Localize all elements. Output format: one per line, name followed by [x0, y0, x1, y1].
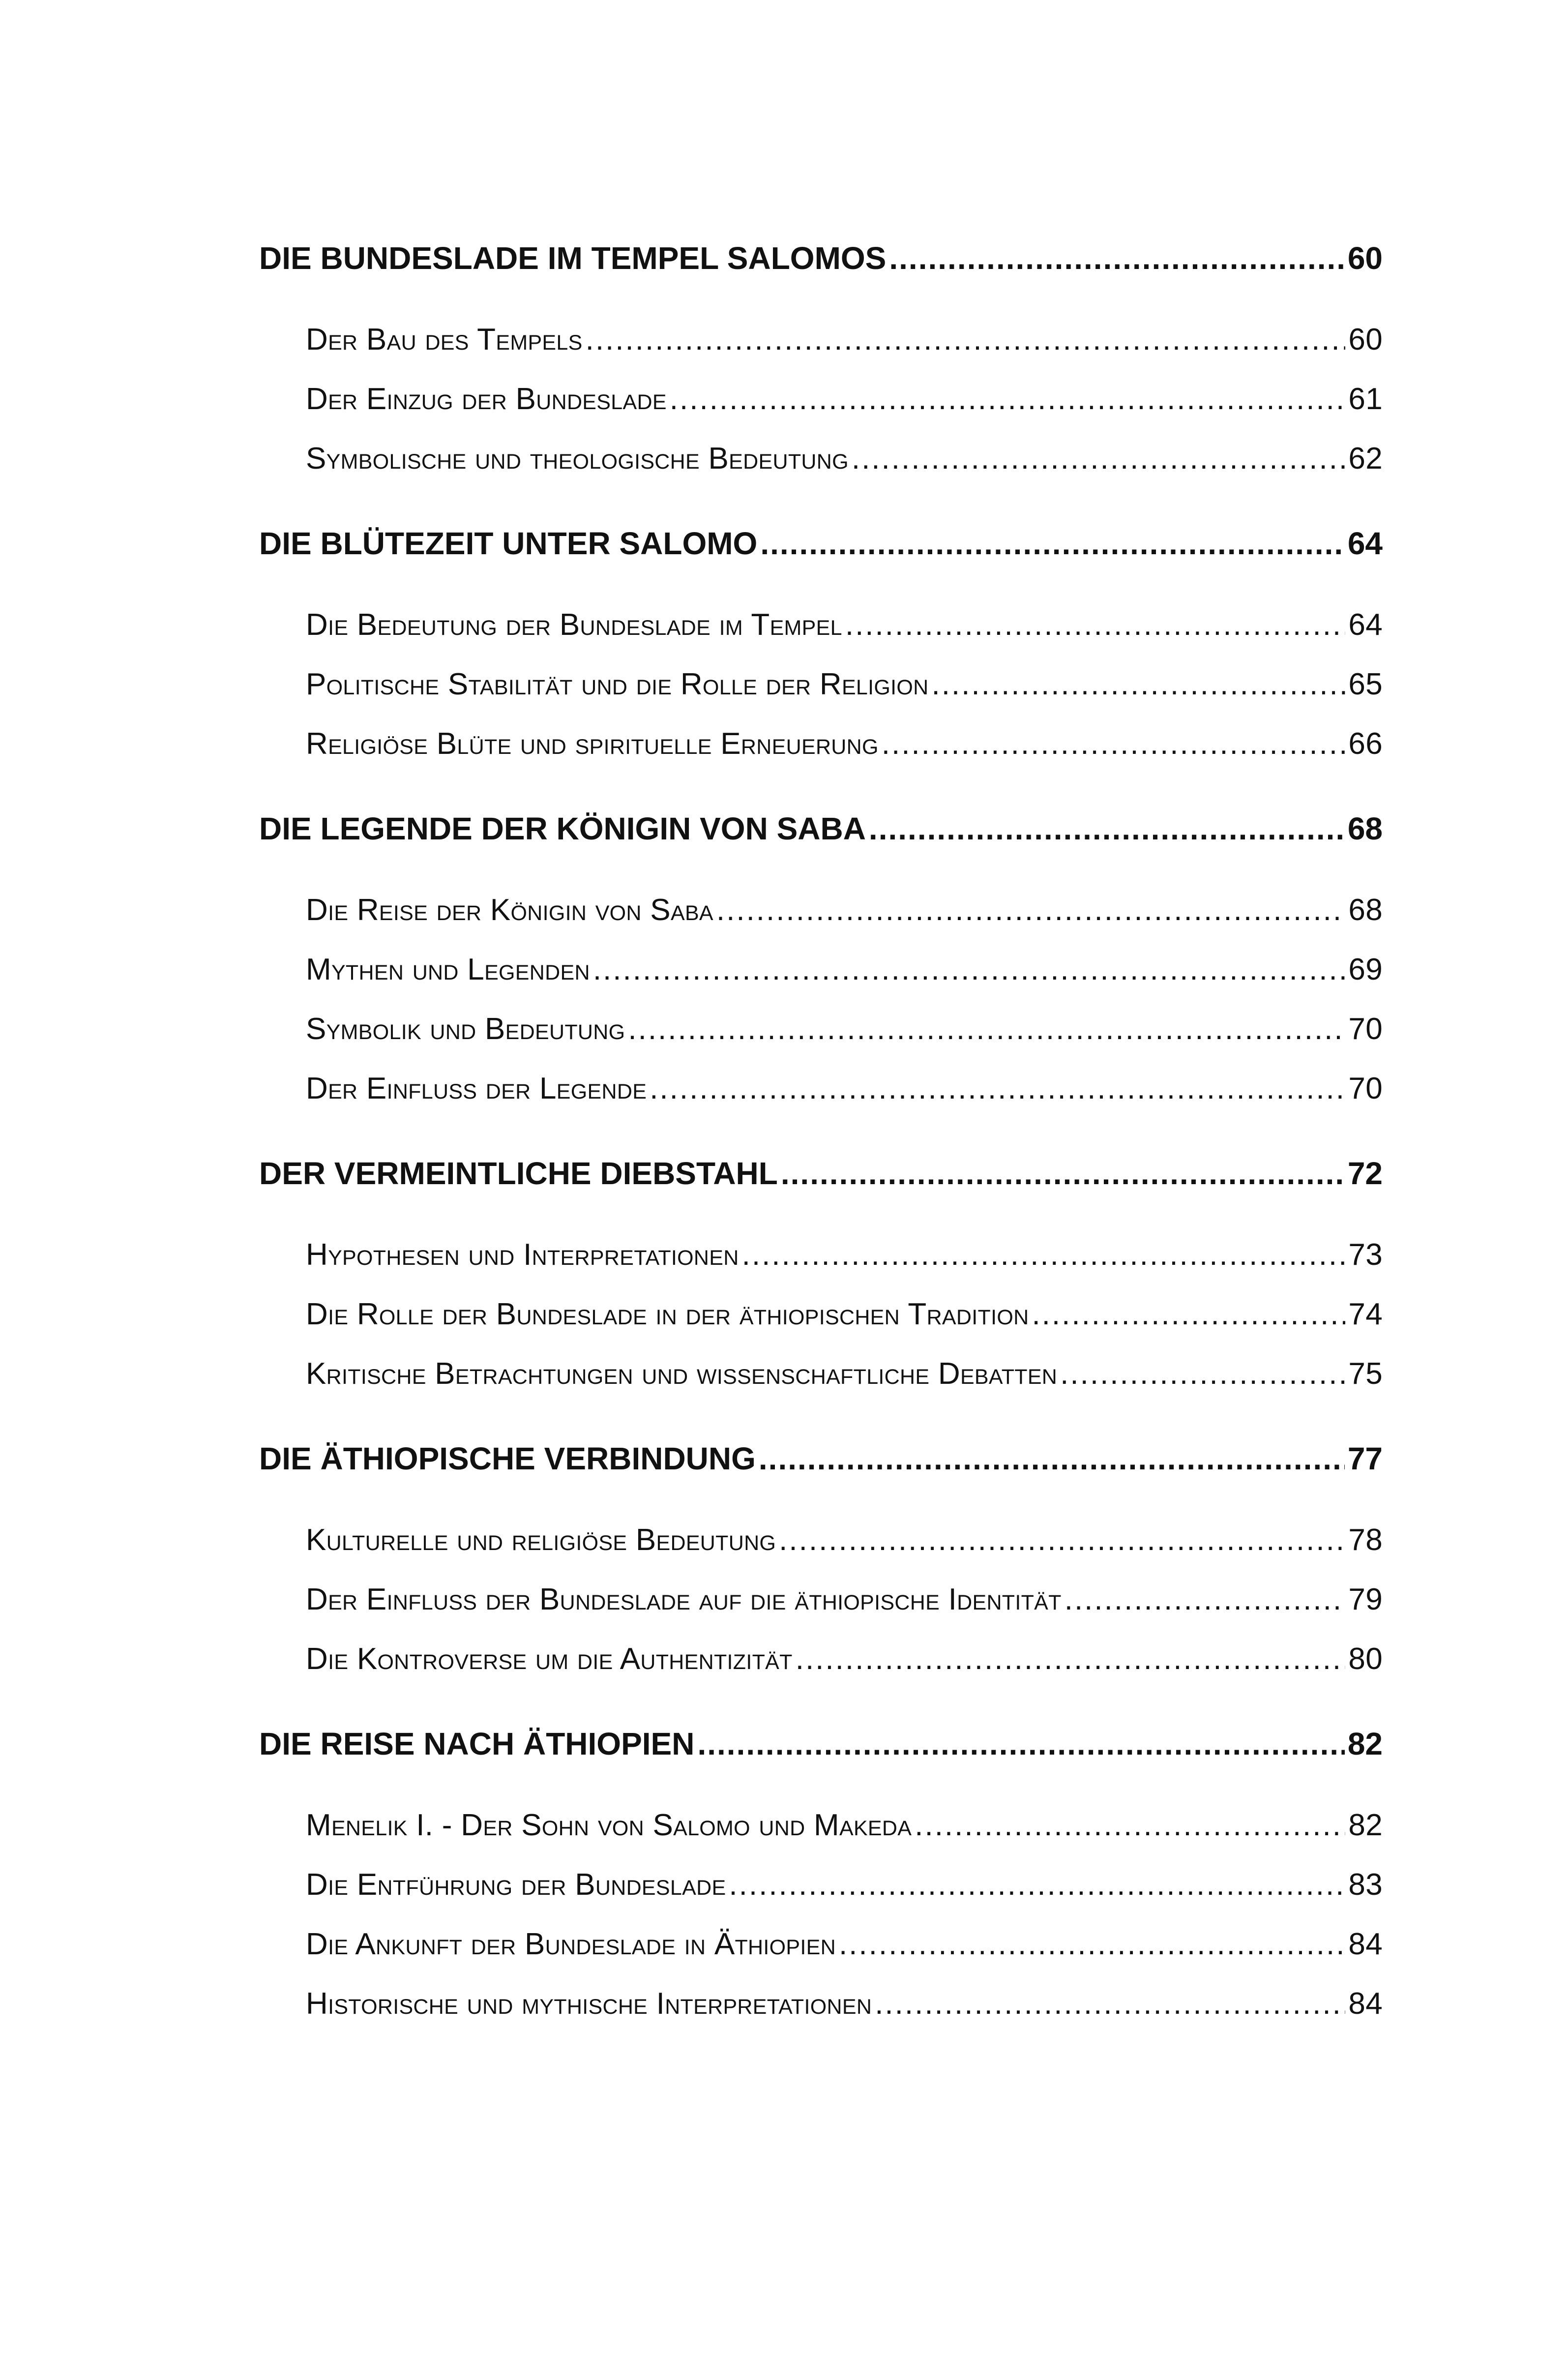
section-entry[interactable] [306, 429, 1383, 488]
toc-chapter [259, 1146, 1383, 1403]
section-page-number: 79 [1348, 1582, 1383, 1616]
section-title: Symbolische und theologische Bedeutung [306, 442, 849, 476]
chapter-title: DIE BLÜTEZEIT UNTER SALOMO [259, 526, 758, 561]
section-page-number: 61 [1348, 382, 1383, 416]
section-entry[interactable] [306, 1914, 1383, 1974]
section-page-number: 60 [1348, 323, 1383, 357]
section-title: Historische und mythische Interpretationen [306, 1987, 872, 2021]
section-page-number: 73 [1348, 1238, 1383, 1272]
section-entry[interactable] [306, 940, 1383, 999]
chapter-page-number: 60 [1347, 240, 1383, 276]
dot-leader [889, 231, 1344, 285]
dot-leader [1032, 1284, 1345, 1344]
dot-leader [1065, 1570, 1346, 1629]
section-entry[interactable] [306, 1510, 1383, 1570]
dot-leader [729, 1855, 1345, 1914]
section-list [306, 310, 1383, 488]
dot-leader [1060, 1344, 1345, 1403]
dot-leader [716, 880, 1346, 940]
section-page-number: 84 [1348, 1927, 1383, 1961]
section-title: Der Bau des Tempels [306, 323, 583, 357]
section-page-number: 75 [1348, 1357, 1383, 1391]
chapter-title: DIE REISE NACH ÄTHIOPIEN [259, 1726, 695, 1761]
dot-leader [586, 310, 1346, 369]
chapter-entry[interactable] [259, 231, 1383, 285]
section-entry[interactable] [306, 880, 1383, 940]
toc-chapter [259, 1717, 1383, 2033]
chapter-entry[interactable] [259, 516, 1383, 570]
dot-leader [742, 1225, 1346, 1284]
section-page-number: 82 [1348, 1808, 1383, 1842]
section-entry[interactable] [306, 714, 1383, 774]
section-entry[interactable] [306, 1225, 1383, 1284]
section-list [306, 1225, 1383, 1403]
section-page-number: 68 [1348, 893, 1383, 927]
section-page-number: 83 [1348, 1868, 1383, 1902]
dot-leader [650, 1059, 1345, 1118]
dot-leader [839, 1914, 1345, 1974]
dot-leader [796, 1629, 1346, 1689]
chapter-page-number: 64 [1347, 526, 1383, 561]
section-list [306, 1510, 1383, 1689]
chapter-page-number: 72 [1347, 1156, 1383, 1191]
section-page-number: 65 [1348, 667, 1383, 701]
section-entry[interactable] [306, 1974, 1383, 2033]
section-page-number: 78 [1348, 1523, 1383, 1557]
section-title: Der Einzug der Bundeslade [306, 382, 667, 416]
section-entry[interactable] [306, 1795, 1383, 1855]
chapter-title: DIE ÄTHIOPISCHE VERBINDUNG [259, 1441, 756, 1476]
dot-leader [915, 1795, 1345, 1855]
toc-chapter [259, 802, 1383, 1118]
section-page-number: 84 [1348, 1987, 1383, 2021]
section-page-number: 64 [1348, 608, 1383, 642]
section-title: Der Einfluss der Bundeslade auf die äthiopische Identität [306, 1582, 1062, 1616]
section-title: Die Ankunft der Bundeslade in Äthiopien [306, 1927, 836, 1961]
section-title: Kritische Betrachtungen und wissenschaftliche Debatten [306, 1357, 1058, 1391]
section-page-number: 69 [1348, 953, 1383, 986]
chapter-entry[interactable] [259, 1717, 1383, 1771]
section-title: Religiöse Blüte und spirituelle Erneuerung [306, 727, 879, 761]
section-title: Symbolik und Bedeutung [306, 1012, 625, 1046]
section-page-number: 80 [1348, 1642, 1383, 1676]
section-entry[interactable] [306, 369, 1383, 429]
section-title: Die Rolle der Bundeslade in der äthiopischen Tradition [306, 1297, 1029, 1331]
section-list [306, 1795, 1383, 2033]
dot-leader [760, 516, 1345, 570]
section-title: Die Reise der Königin von Saba [306, 893, 713, 927]
dot-leader [869, 802, 1345, 856]
chapter-title: DIE BUNDESLADE IM TEMPEL SALOMOS [259, 240, 887, 276]
chapter-page-number: 82 [1347, 1726, 1383, 1761]
dot-leader [670, 369, 1346, 429]
section-entry[interactable] [306, 655, 1383, 714]
section-entry[interactable] [306, 1059, 1383, 1118]
section-page-number: 70 [1348, 1012, 1383, 1046]
section-entry[interactable] [306, 310, 1383, 369]
toc-chapter [259, 1432, 1383, 1689]
section-list [306, 880, 1383, 1118]
section-title: Die Kontroverse um die Authentizität [306, 1642, 793, 1676]
dot-leader [882, 714, 1346, 774]
toc-chapter [259, 516, 1383, 774]
chapter-entry[interactable] [259, 1432, 1383, 1486]
section-title: Mythen und Legenden [306, 953, 590, 986]
dot-leader [759, 1432, 1345, 1486]
section-entry[interactable] [306, 1570, 1383, 1629]
dot-leader [697, 1717, 1344, 1771]
dot-leader [781, 1146, 1345, 1200]
section-title: Die Bedeutung der Bundeslade im Tempel [306, 608, 842, 642]
chapter-title: DER VERMEINTLICHE DIEBSTAHL [259, 1156, 778, 1191]
dot-leader [931, 655, 1345, 714]
chapter-entry[interactable] [259, 1146, 1383, 1200]
section-entry[interactable] [306, 595, 1383, 655]
section-page-number: 66 [1348, 727, 1383, 761]
section-entry[interactable] [306, 999, 1383, 1059]
dot-leader [779, 1510, 1345, 1570]
section-title: Menelik I. - Der Sohn von Salomo und Makeda [306, 1808, 912, 1842]
table-of-contents [259, 231, 1383, 2033]
section-page-number: 74 [1348, 1297, 1383, 1331]
dot-leader [875, 1974, 1345, 2033]
dot-leader [845, 595, 1346, 655]
chapter-page-number: 77 [1347, 1441, 1383, 1476]
section-title: Politische Stabilität und die Rolle der Religion [306, 667, 929, 701]
section-entry[interactable] [306, 1344, 1383, 1403]
dot-leader [593, 940, 1346, 999]
chapter-entry[interactable] [259, 802, 1383, 856]
chapter-page-number: 68 [1347, 811, 1383, 846]
section-page-number: 62 [1348, 442, 1383, 476]
chapter-title: DIE LEGENDE DER KÖNIGIN VON SABA [259, 811, 866, 846]
section-list [306, 595, 1383, 774]
section-entry[interactable] [306, 1284, 1383, 1344]
section-page-number: 70 [1348, 1072, 1383, 1105]
section-title: Die Entführung der Bundeslade [306, 1868, 726, 1902]
section-title: Der Einfluss der Legende [306, 1072, 647, 1105]
section-title: Hypothesen und Interpretationen [306, 1238, 739, 1272]
section-entry[interactable] [306, 1855, 1383, 1914]
dot-leader [628, 999, 1345, 1059]
dot-leader [852, 429, 1346, 488]
toc-chapter [259, 231, 1383, 488]
section-entry[interactable] [306, 1629, 1383, 1689]
section-title: Kulturelle und religiöse Bedeutung [306, 1523, 776, 1557]
